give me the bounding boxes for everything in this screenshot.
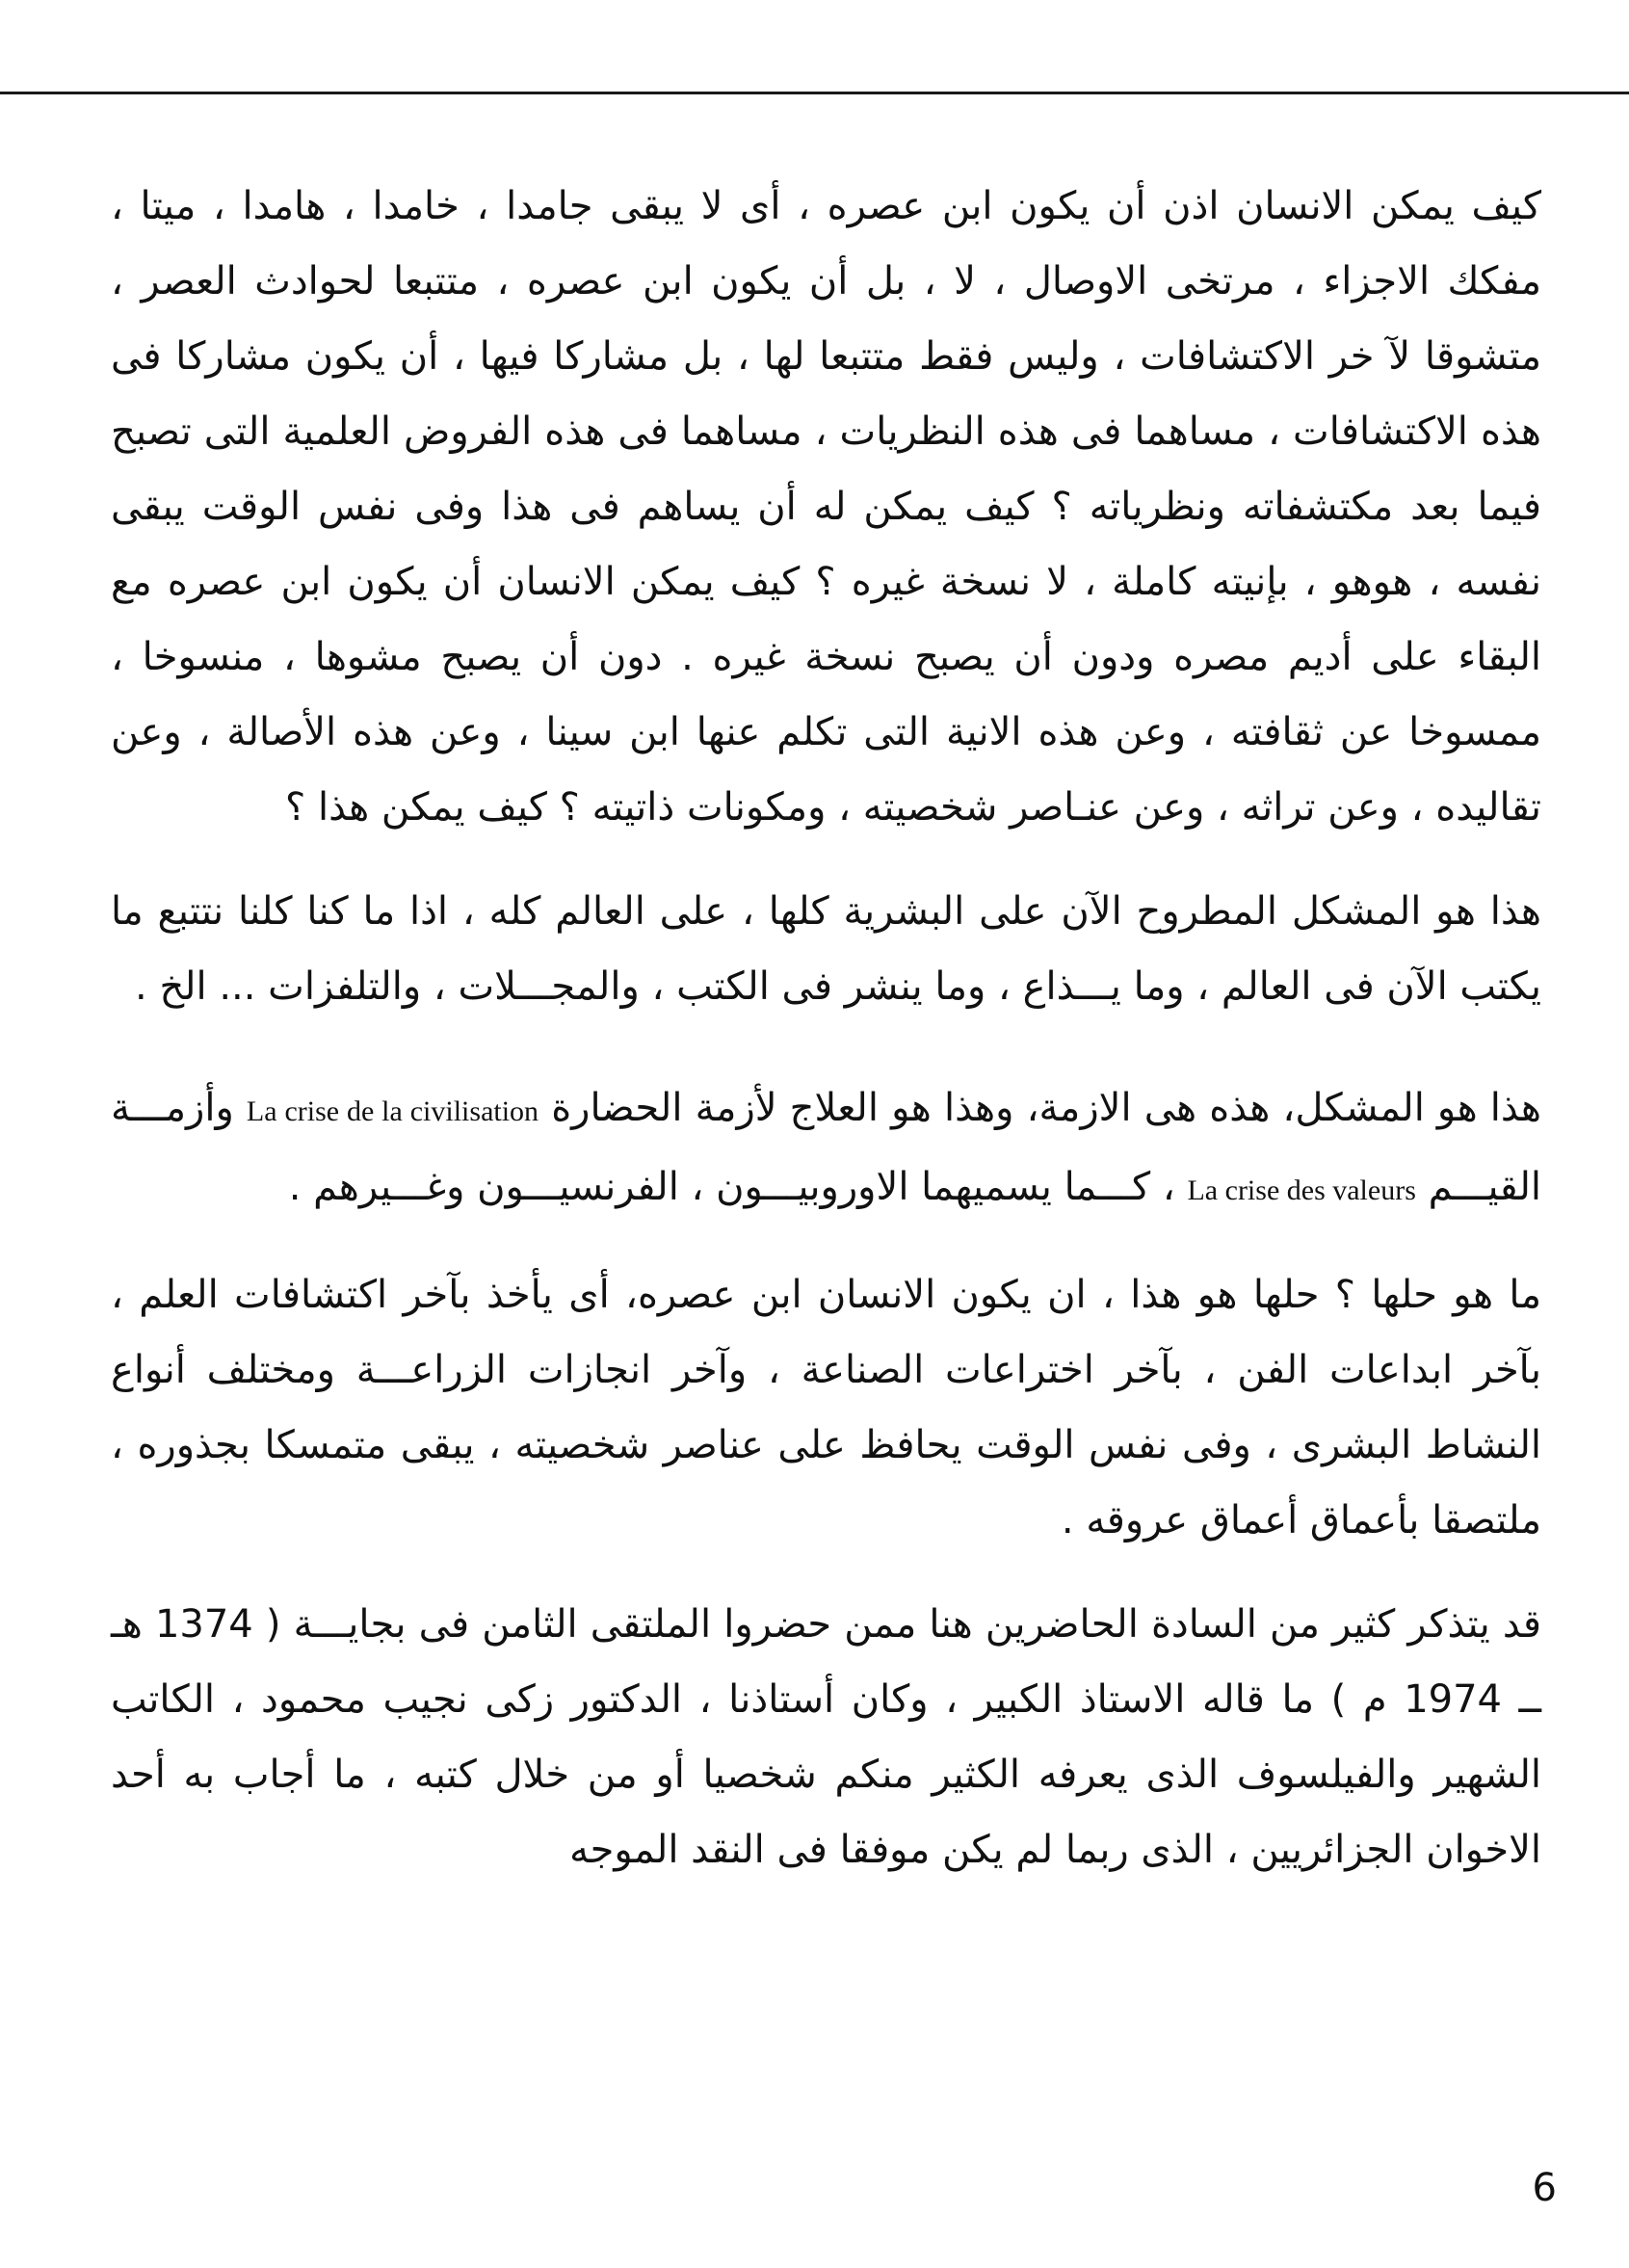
page-body: [111, 169, 1541, 1916]
paragraph-3-latin-1: La crise de la civilisation: [246, 1095, 539, 1127]
paragraph-3-text-b: وأزمـــة القيـــم: [111, 1086, 1541, 1209]
paragraph-1: كيف يمكن الانسان اذن أن يكون ابن عصره ، أى لا يبقى جامدا ، خامدا ، هامدا ، ميتا ، مفكك الاجزاء ، مرتخى الاوصال ، لا ، بل أن يكون ابن عصره ، متتبعا لحوادث العصر ، متشوقا لآ خر الاكتشافات ، وليس فقط متتبعا لها ، بل مشاركا فيها ، أن يكون مشاركا فى هذه الاكتشافات ، مساهما فى هذه النظريات ، مساهما فى هذه الفروض العلمية التى تصبح فيما بعد مكتشفاته ونظرياته ؟ كيف يمكن له أن يساهم فى هذا وفى نفس الوقت يبقى نفسه ، هوهو ، بإنيته كاملة ، لا نسخة غيره ؟ كيف يمكن الانسان أن يكون ابن عصره مع البقاء على أديم مصره ودون أن يصبح نسخة غيره . دون أن يصبح مشوها ، منسوخا ، ممسوخا عن ثقافته ، وعن هذه الانية التى تكلم عنها ابن سينا ، وعن هذه الأصالة ، وعن تقاليده ، وعن تراثه ، وعن عنـاصر شخصيته ، ومكونات ذاتيته ؟ كيف يمكن هذا ؟: [111, 184, 1541, 830]
paragraph-4: ما هو حلها ؟ حلها هو هذا ، ان يكون الانسان ابن عصره، أى يأخذ بآخر اكتشافات العلم ، بآخر ابداعات الفن ، بآخر اختراعات الصناعة ، وآخر انجازات الزراعـــة ومختلف أنواع النشاط البشرى ، وفى نفس الوقت يحافظ على عناصر شخصيته ، يبقى متمسكا بجذوره ، ملتصقا بأعماق أعماق عروقه .: [111, 1273, 1541, 1543]
paragraph-3-latin-2: La crise des valeurs: [1187, 1174, 1416, 1206]
paragraph-3-text-c: ، كـــما يسميهما الاوروبيـــون ، الفرنسيـــون وغـــيرهم .: [288, 1165, 1175, 1209]
paragraph-3-text-a: هذا هو المشكل، هذه هى الازمة، وهذا هو العلاج لأزمة الحضارة: [551, 1086, 1542, 1130]
paragraph-3: [111, 1070, 1541, 1228]
top-rule: [0, 92, 1629, 94]
paragraph-5: قد يتذكر كثير من السادة الحاضرين هنا ممن حضروا الملتقى الثامن فى بجايـــة ( 1374 هـ ــ 1974 م ) ما قاله الاستاذ الكبير ، وكان أستاذنا ، الدكتور زكى نجيب محمود ، الكاتب الشهير والفيلسوف الذى يعرفه الكثير منكم شخصيا أو من خلال كتبه ، ما أجاب به أحد الاخوان الجزائريين ، الذى ربما لم يكن موفقا فى النقد الموجه: [111, 1602, 1541, 1872]
page-number: 6: [1532, 2166, 1557, 2210]
paragraph-2: هذا هو المشكل المطروح الآن على البشرية كلها ، على العالم كله ، اذا ما كنا كلنا نتتبع ما يكتب الآن فى العالم ، وما يـــذاع ، وما ينشر فى الكتب ، والمجـــلات ، والتلفزات ... الخ .: [111, 889, 1541, 1009]
